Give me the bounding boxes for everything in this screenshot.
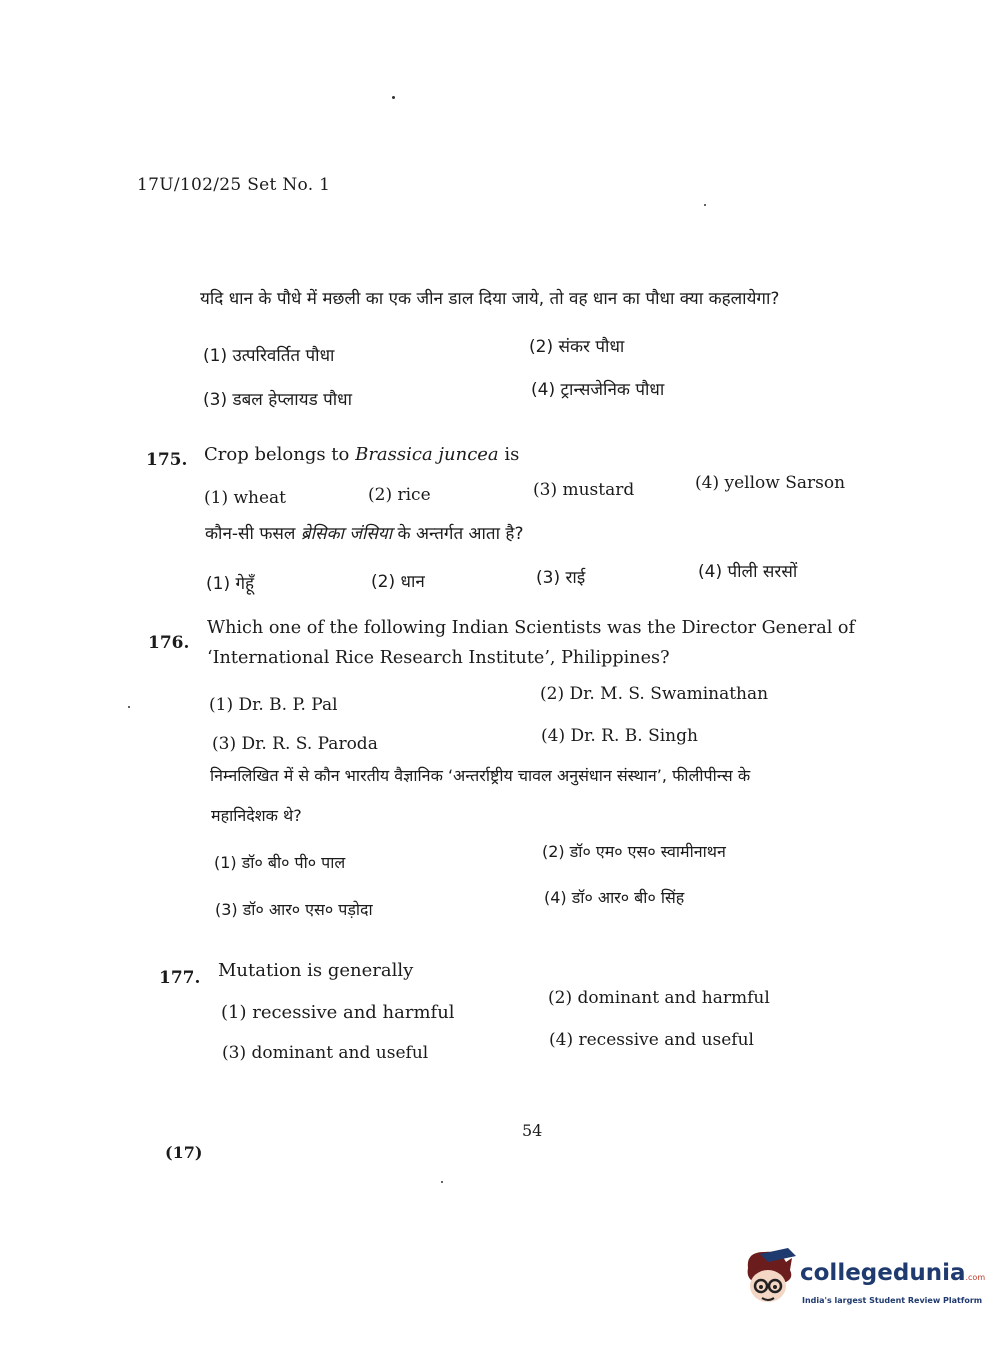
q176-hindi-question-line-2: महानिदेशक थे? [211,806,302,825]
q174-hindi-option-3: (3) डबल हेप्लायड पौधा [203,390,352,410]
q175-option-4: (4) yellow Sarson [695,473,846,493]
q177-question: Mutation is generally [218,960,414,981]
q177-number: 177. [159,968,201,988]
q176-hindi-question-line-1: निम्नलिखित में से कौन भारतीय वैज्ञानिक ‘अन्तर्राष्ट्रीय चावल अनुसंधान संस्थान’, फीलीपीन्स के [210,766,751,785]
q176-question-line-2: ‘International Rice Research Institute’, Philippines? [207,648,670,668]
q174-hindi-question: यदि धान के पौधे में मछली का एक जीन डाल दिया जाये, तो वह धान का पौधा क्या कहलायेगा? [200,289,780,309]
q175-hindi-option-1: (1) गेहूँ [206,574,255,594]
speck [128,706,130,708]
q176-hindi-option-4: (4) डॉ० आर० बी० सिंह [544,888,685,907]
logo-tagline: India's largest Student Review Platform [802,1296,983,1305]
q175-question-italic: Brassica juncea [355,444,499,465]
q175-hindi-italic: ब्रेसिका जंसिया [300,524,393,544]
q175-question-prefix: Crop belongs to [204,444,356,465]
logo-name: collegedunia [800,1260,966,1286]
q175-question [204,444,519,465]
q174-hindi-option-4: (4) ट्रान्सजेनिक पौधा [531,380,665,400]
q175-hindi-suffix: के अन्तर्गत आता है? [392,524,524,544]
q177-option-4: (4) recessive and useful [549,1030,754,1050]
logo-suffix: .com [965,1273,986,1282]
sheet-code: (17) [165,1143,203,1162]
collegedunia-logo [742,1248,986,1318]
q176-hindi-option-1: (1) डॉ० बी० पी० पाल [214,853,346,872]
q176-question-line-1: Which one of the following Indian Scientists was the Director General of [207,618,856,638]
q176-option-4: (4) Dr. R. B. Singh [541,726,698,746]
page-number: 54 [522,1121,543,1140]
q176-hindi-option-2: (2) डॉ० एम० एस० स्वामीनाथन [542,842,726,861]
q177-option-1: (1) recessive and harmful [221,1002,455,1023]
q175-option-1: (1) wheat [204,488,287,508]
q174-hindi-option-1: (1) उत्परिवर्तित पौधा [203,346,335,366]
speck [704,204,706,206]
q175-question-suffix: is [498,444,520,465]
q176-hindi-option-3: (3) डॉ० आर० एस० पड़ोदा [215,900,373,919]
speck [392,96,395,99]
q176-option-2: (2) Dr. M. S. Swaminathan [540,684,769,704]
q175-option-2: (2) rice [368,485,431,505]
q175-hindi-option-3: (3) राई [536,568,586,588]
q175-option-3: (3) mustard [533,480,635,500]
set-info: 17U/102/25 Set No. 1 [137,175,331,195]
q176-number: 176. [148,633,190,653]
q175-hindi-prefix: कौन-सी फसल [205,524,301,544]
q175-hindi-question [205,521,523,544]
q175-hindi-option-2: (2) धान [371,572,425,592]
q175-number: 175. [146,450,188,470]
mascot-icon [742,1248,798,1310]
q177-option-3: (3) dominant and useful [222,1043,429,1063]
q176-option-3: (3) Dr. R. S. Paroda [212,734,378,754]
q177-option-2: (2) dominant and harmful [548,988,770,1008]
q174-hindi-option-2: (2) संकर पौधा [529,337,625,357]
q176-option-1: (1) Dr. B. P. Pal [209,695,338,715]
q175-hindi-option-4: (4) पीली सरसों [698,562,798,582]
speck [441,1181,443,1183]
